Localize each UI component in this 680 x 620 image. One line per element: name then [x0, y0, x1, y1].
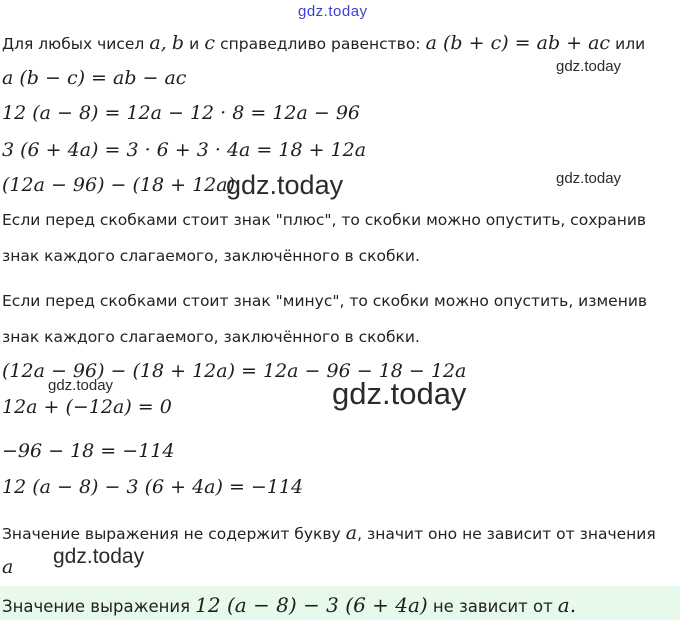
rule-plus-line-2: знак каждого слагаемого, заключённого в скобки.: [2, 247, 420, 265]
answer-line: [2, 593, 576, 617]
conclusion-text-2: , значит оно не зависит от значения: [357, 525, 656, 543]
conclusion-line: [2, 522, 656, 544]
equation-4: (12a − 96) − (18 + 12a) = 12a − 96 − 18 − 12a: [2, 360, 467, 382]
intro-line: [2, 32, 645, 54]
watermark: gdz.today: [556, 170, 622, 187]
equation-2: 3 (6 + 4a) = 3 · 6 + 3 · 4a = 18 + 12a: [2, 139, 367, 161]
var-a: a: [345, 522, 358, 544]
var-a: a,: [149, 32, 167, 54]
equation-3: (12a − 96) − (18 + 12a): [2, 174, 236, 196]
watermark: gdz.today: [332, 376, 467, 411]
and-text: и: [189, 35, 200, 53]
watermark: gdz.today: [226, 170, 344, 200]
equation-7: 12 (a − 8) − 3 (6 + 4a) = −114: [2, 476, 304, 498]
watermark-top: gdz.today: [298, 3, 368, 20]
watermark: gdz.today: [556, 58, 622, 75]
rule-minus-line-1: Если перед скобками стоит знак "минус", то скобки можно опустить, изменив: [2, 292, 648, 310]
answer-formula: 12 (a − 8) − 3 (6 + 4a): [195, 593, 428, 617]
rule-minus-line-2: знак каждого слагаемого, заключённого в скобки.: [2, 328, 420, 346]
answer-var: a.: [557, 593, 577, 617]
intro-text: Для любых чисел: [2, 35, 145, 53]
var-c: c: [204, 32, 215, 54]
rule-plus-line-1: Если перед скобками стоит знак "плюс", то скобки можно опустить, сохранив: [2, 211, 647, 229]
or-text: или: [615, 35, 646, 53]
distributive-formula-minus: a (b − c) = ab − ac: [2, 67, 187, 89]
watermark: gdz.today: [48, 377, 114, 394]
conclusion-text-1: Значение выражения не содержит букву: [2, 525, 341, 543]
equation-6: −96 − 18 = −114: [2, 440, 175, 462]
intro-text-2: справедливо равенство:: [220, 35, 421, 53]
conclusion-var: a: [2, 556, 14, 578]
distributive-formula: a (b + c) = ab + ac: [425, 32, 611, 54]
equation-5: 12a + (−12a) = 0: [2, 396, 172, 418]
var-b: b: [171, 32, 185, 54]
watermark: gdz.today: [53, 545, 145, 568]
answer-text-1: Значение выражения: [2, 597, 191, 616]
equation-1: 12 (a − 8) = 12a − 12 · 8 = 12a − 96: [2, 102, 361, 124]
answer-text-2: не зависит от: [432, 597, 553, 616]
